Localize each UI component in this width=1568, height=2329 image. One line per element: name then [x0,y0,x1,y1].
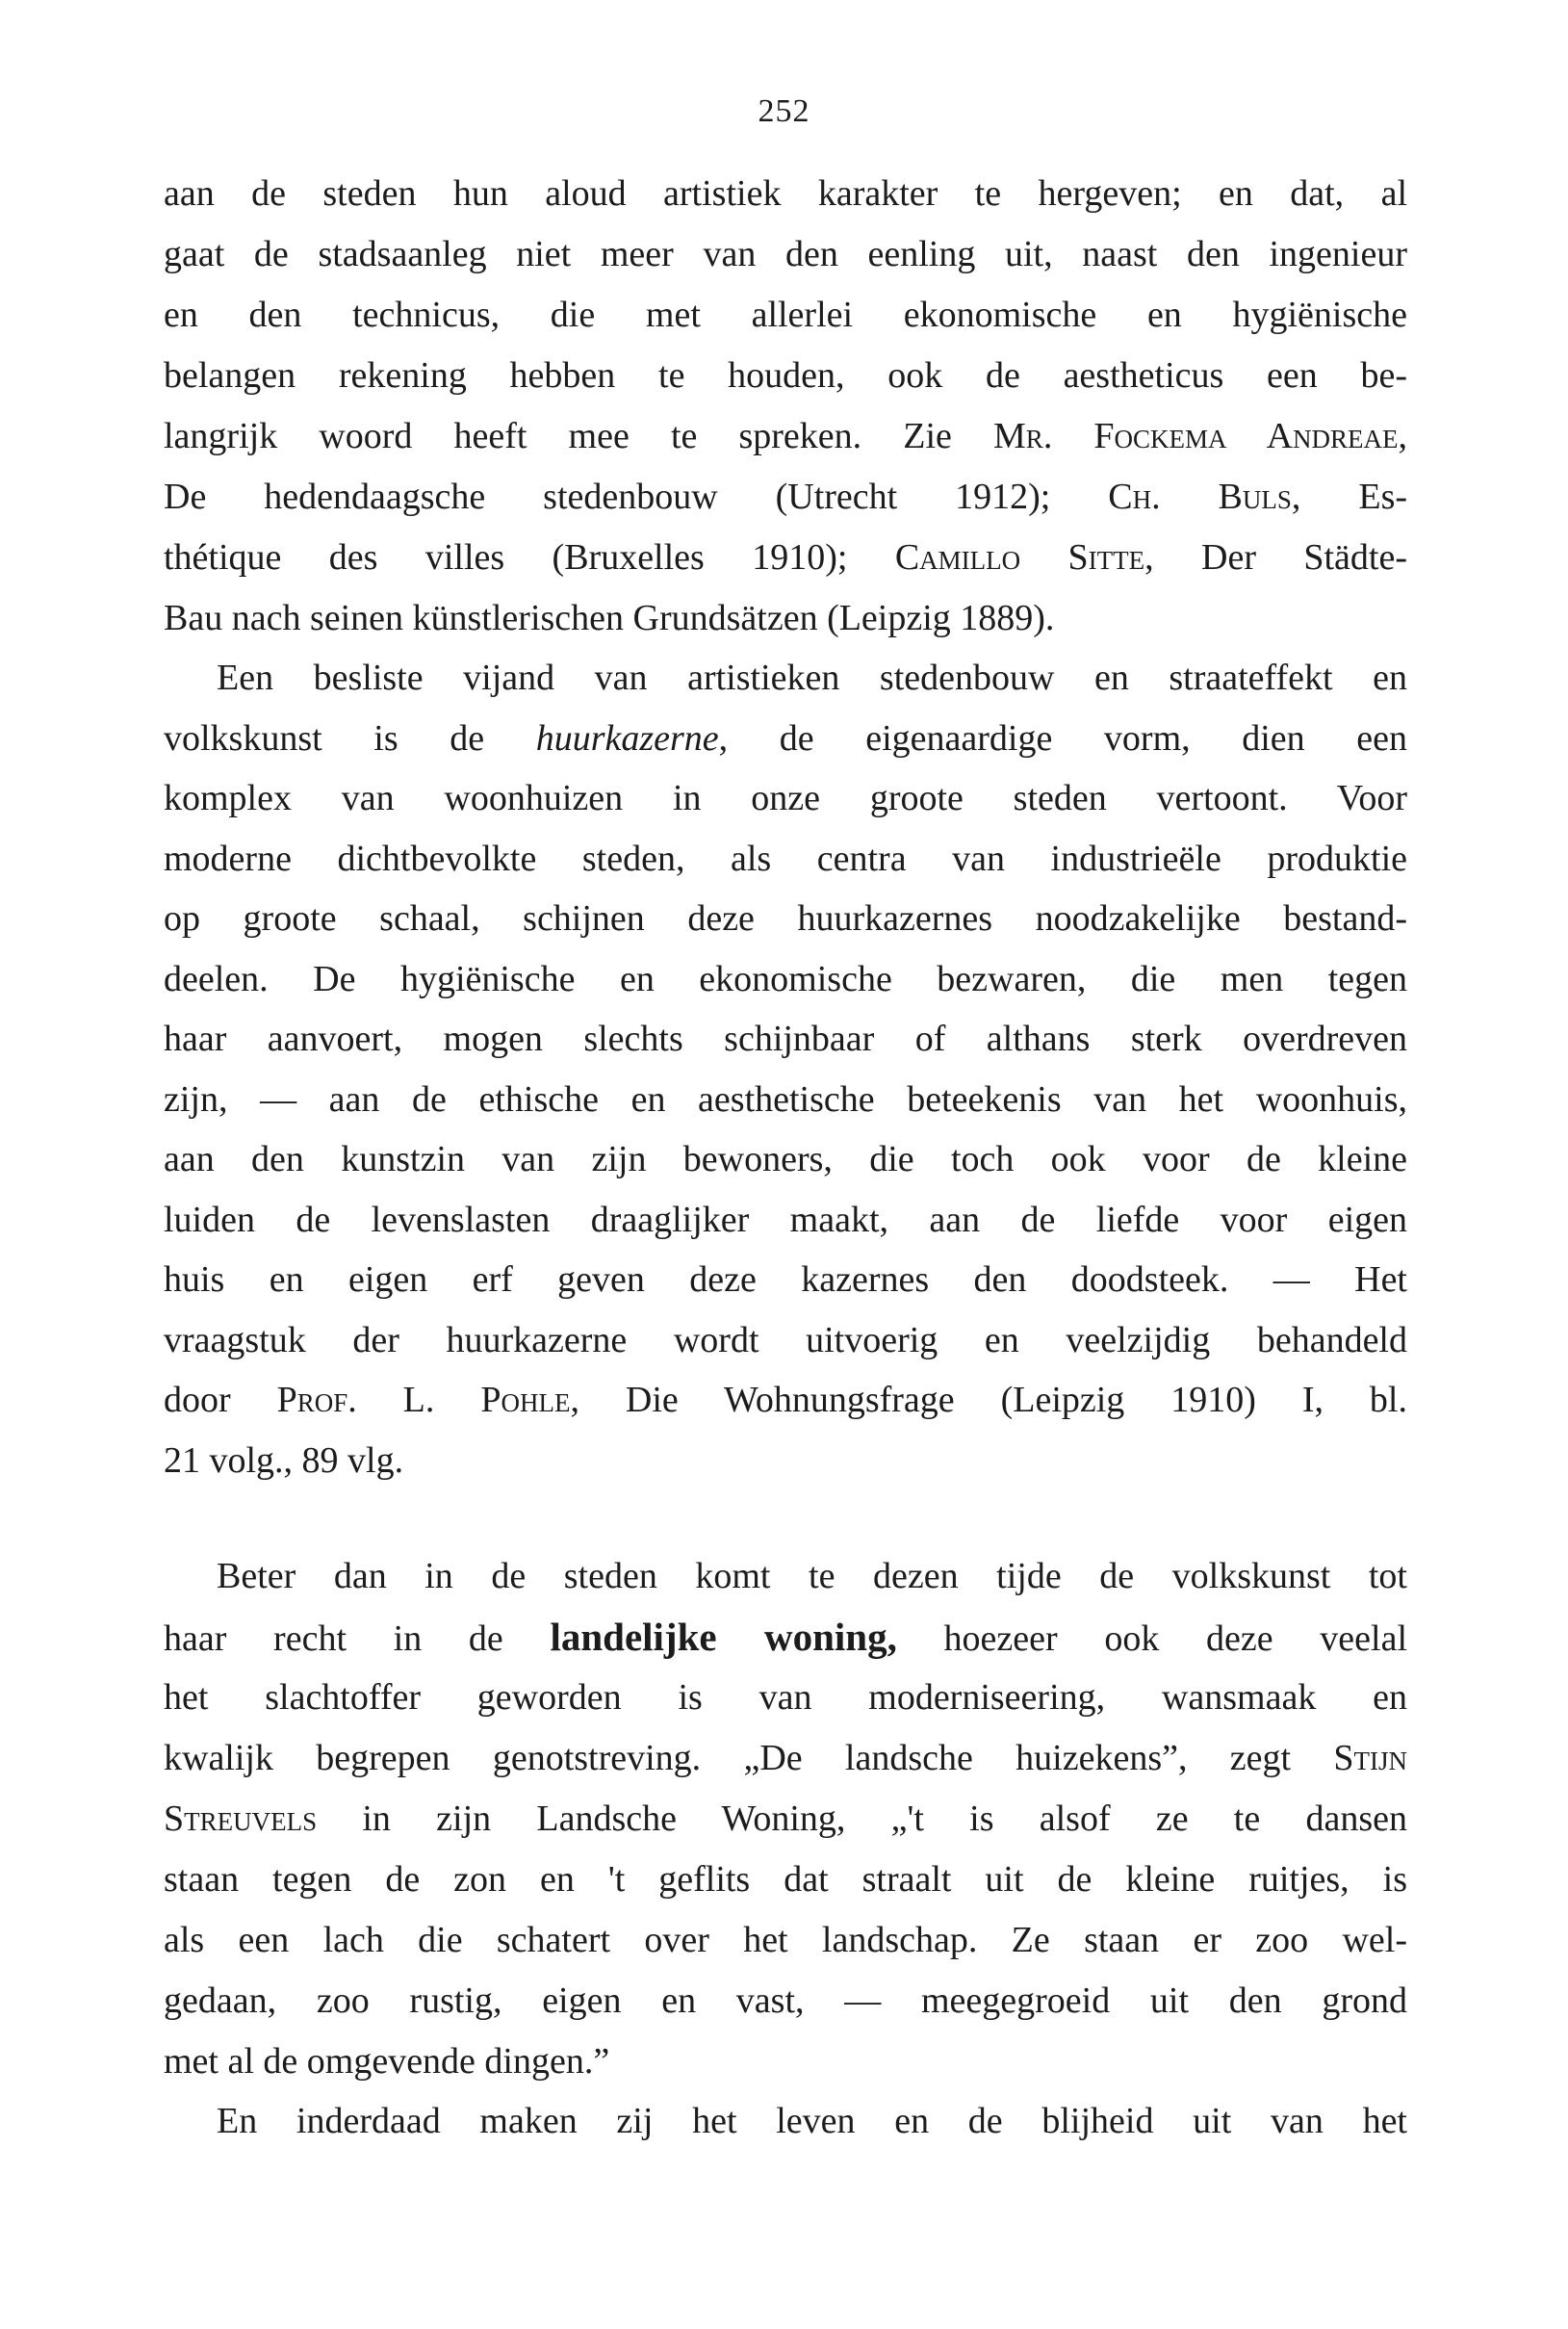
text-run: door [164,1380,277,1420]
text-line [164,1668,1407,1727]
text-run: langrijk woord heeft mee te spreken. Zie [164,416,994,456]
text-run: op groote schaal, schijnen deze huurkazernes noodzakelijke bestand- [164,898,1407,939]
text-line [164,467,1407,527]
text-run: zijn, — aan de ethische en aesthetische beteekenis van het woonhuis, [164,1079,1407,1120]
text-run: , Der Städte- [1144,537,1407,578]
text-line [164,2031,1407,2091]
author-name: Streuvels [164,1799,318,1839]
text-run: De hedendaagsche stedenbouw (Utrecht 1912); [164,477,1109,517]
author-name: Mr. Fockema Andreae [993,416,1399,456]
text-line [164,1310,1407,1370]
text-run: , [1398,416,1407,456]
author-name: Camillo Sitte [894,537,1145,578]
author-name: Stijn [1333,1738,1407,1778]
text-run: luiden de levenslasten draaglijker maakt, aan de liefde voor eigen [164,1200,1407,1240]
text-run: haar aanvoert, mogen slechts schijnbaar of althans sterk overdreven [164,1019,1407,1059]
text-line [164,829,1407,889]
text-run: aan den kunstzin van zijn bewoners, die toch ook voor de kleine [164,1139,1407,1179]
page-number: 252 [758,93,810,129]
text-run: komplex van woonhuizen in onze groote steden vertoont. Voor [164,778,1407,818]
text-line [164,588,1407,648]
text-line [164,406,1407,466]
text-run: moderne dichtbevolkte steden, als centra van industrieële produktie [164,839,1407,879]
bold-heading-term: landelijke woning, [550,1615,897,1659]
italic-term: huurkazerne [535,718,719,759]
text-line [164,1910,1407,1970]
text-line [164,1971,1407,2031]
text-run: kwalijk begrepen genotstreving. „De landsche huizekens”, zegt [164,1738,1334,1778]
text-line [164,889,1407,948]
text-run: en den technicus, die met allerlei ekonomische en hygiënische [164,295,1407,335]
text-line [217,2091,1407,2151]
text-run: huis en eigen erf geven deze kazernes den doodsteek. — Het [164,1259,1407,1300]
text-line [164,1431,1407,1490]
text-line [217,1546,1407,1606]
text-run: En inderdaad maken zij het leven en de blijheid uit van het [217,2101,1407,2141]
text-line [164,1190,1407,1250]
text-run: belangen rekening hebben te houden, ook de aestheticus een be- [164,355,1407,396]
text-run: in zijn Landsche Woning, „'t is alsof ze te dansen [317,1799,1407,1839]
text-run: aan de steden hun aloud artistiek karakter te hergeven; en dat, al [164,173,1407,214]
text-run: als een lach die schatert over het landschap. Ze staan er zoo wel- [164,1920,1407,1960]
text-line [164,164,1407,223]
text-run: gaat de stadsaanleg niet meer van den eenling uit, naast den ingenieur [164,234,1407,274]
text-run: haar recht in de [164,1618,551,1659]
text-run: Een besliste vijand van artistieken stedenbouw en straateffekt en [217,658,1407,698]
text-line [217,648,1407,708]
text-run: , Die Wohnungsfrage (Leipzig 1910) I, bl. [570,1380,1407,1420]
text-line [164,1789,1407,1849]
text-run: volkskunst is de [164,718,536,759]
text-line [164,528,1407,587]
text-line [164,1009,1407,1069]
text-run: deelen. De hygiënische en ekonomische bezwaren, die men tegen [164,959,1407,999]
text-line [164,1607,1407,1667]
text-line [164,1129,1407,1189]
text-line [164,709,1407,768]
text-run: vraagstuk der huurkazerne wordt uitvoerig en veelzijdig behandeld [164,1320,1407,1360]
text-line [164,224,1407,284]
text-line [164,346,1407,405]
text-line [164,768,1407,828]
text-run: thétique des villes (Bruxelles 1910); [164,537,895,578]
text-line [164,285,1407,345]
text-run: 21 volg., 89 vlg. [164,1440,404,1481]
text-run: Bau nach seinen künstlerischen Grundsätzen (Leipzig 1889). [164,598,1055,638]
text-line [164,1850,1407,1909]
text-line [164,949,1407,1009]
text-line [164,1370,1407,1430]
text-run: het slachtoffer geworden is van moderniseering, wansmaak en [164,1677,1407,1718]
text-line [164,1728,1407,1788]
author-name: Ch. Buls [1108,477,1292,517]
text-run: staan tegen de zon en 't geflits dat straalt uit de kleine ruitjes, is [164,1859,1407,1900]
author-name: Prof. L. Pohle [276,1380,571,1420]
text-run: , de eigenaardige vorm, dien een [718,718,1407,759]
text-run: gedaan, zoo rustig, eigen en vast, — meegegroeid uit den grond [164,1980,1407,2021]
text-run: hoezeer ook deze veelal [896,1618,1408,1659]
text-run: , Es- [1291,477,1408,517]
text-line [164,1070,1407,1129]
text-line [164,1250,1407,1309]
text-run: Beter dan in de steden komt te dezen tijde de volkskunst tot [217,1556,1407,1596]
text-run: met al de omgevende dingen.” [164,2041,610,2082]
